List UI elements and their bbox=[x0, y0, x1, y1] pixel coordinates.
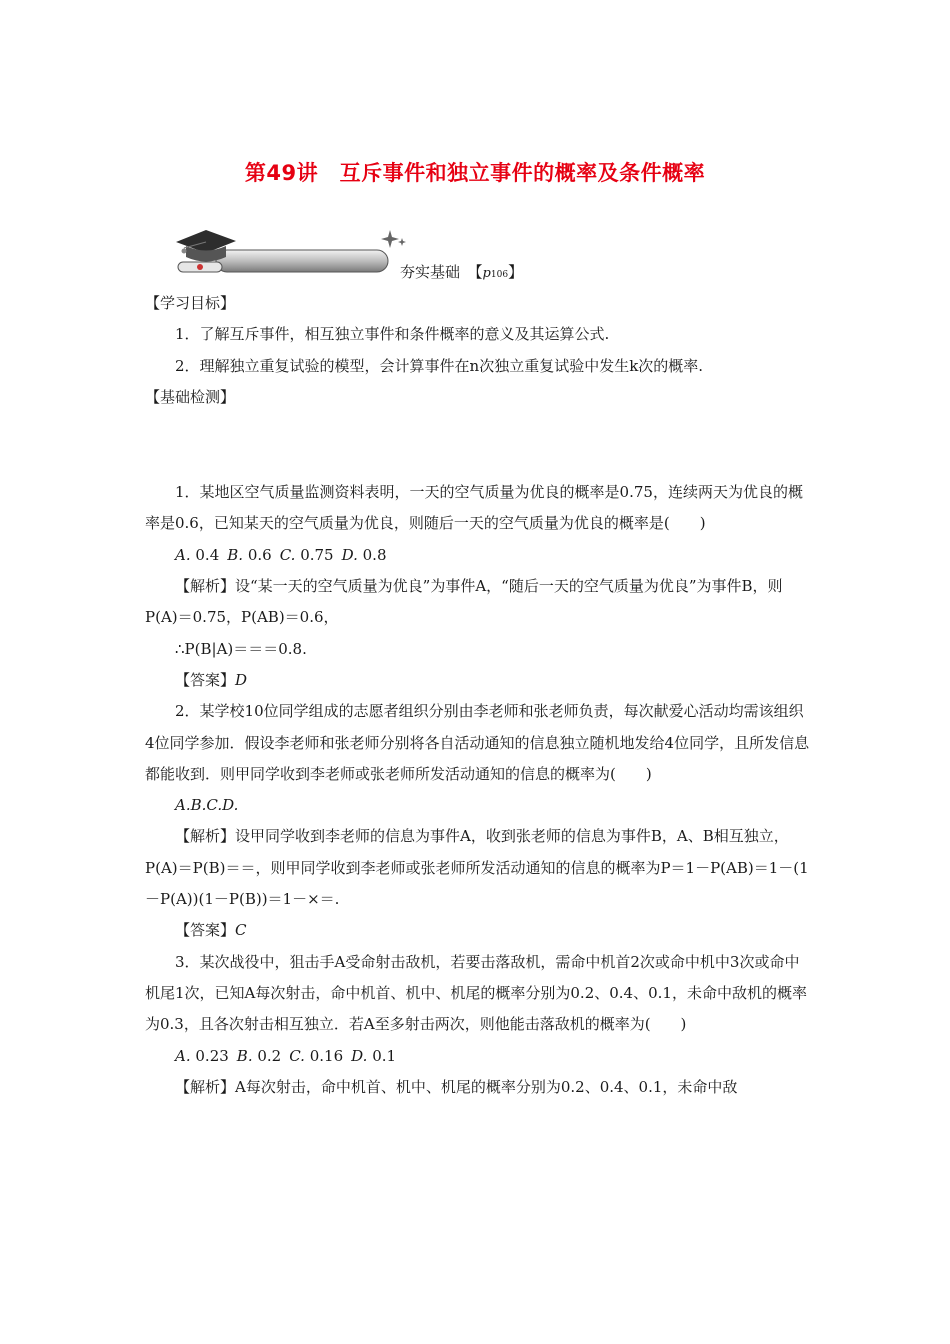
objective-1: 1．了解互斥事件，相互独立事件和条件概率的意义及其运算公式. bbox=[175, 325, 610, 344]
question-1-options: A. 0.4 B. 0.6 C. 0.75 D. 0.8 bbox=[175, 545, 387, 564]
page-title: 第49讲 互斥事件和独立事件的概率及条件概率 bbox=[244, 161, 706, 185]
objective-2: 2．理解独立重复试验的模型，会计算事件在n次独立重复试验中发生k次的概率. bbox=[175, 356, 704, 375]
question-1-analysis-result: ∴P(B|A)＝＝＝0.8. bbox=[175, 639, 307, 658]
question-1-answer: 【答案】D bbox=[175, 670, 248, 689]
section-banner-label: 夯实基础 【p106】 bbox=[400, 263, 524, 281]
question-3-options: A. 0.23 B. 0.2 C. 0.16 D. 0.1 bbox=[175, 1046, 397, 1065]
question-2-options: A.B.C.D. bbox=[175, 796, 239, 815]
question-1-stem: 1．某地区空气质量监测资料表明，一天的空气质量为优良的概率是0.75，连续两天为优良的概率是0.6，已知某天的空气质量为优良，则随后一天的空气质量为优良的概率是( ) bbox=[145, 483, 803, 533]
graduation-cap-banner bbox=[172, 224, 412, 280]
sparkle-icon bbox=[381, 230, 406, 248]
question-2-stem: 2．某学校10位同学组成的志愿者组织分别由李老师和张老师负责，每次献爱心活动均需该组织4位同学参加．假设李老师和张老师分别将各自活动通知的信息独立随机地发给4位同学，且所发信息都能收到．则甲同学收到李老师或张老师所发活动通知的信息的概率为( ) bbox=[145, 702, 810, 783]
question-1-analysis: 【解析】设“某一天的空气质量为优良”为事件A，“随后一天的空气质量为优良”为事件B，则P(A)＝0.75，P(AB)＝0.6， bbox=[145, 577, 783, 627]
check-heading: 【基础检测】 bbox=[145, 387, 236, 406]
document-body bbox=[145, 288, 810, 1103]
question-3-analysis: 【解析】A每次射击，命中机首、机中、机尾的概率分别为0.2、0.4、0.1，未命中敌 bbox=[175, 1077, 738, 1096]
question-2-analysis: 【解析】设甲同学收到李老师的信息为事件A，收到张老师的信息为事件B，A、B相互独立，P(A)＝P(B)＝＝，则甲同学收到李老师或张老师所发活动通知的信息的概率为P＝1－P(AB)＝1－(1－P(A))(1－P(B))＝1－×＝. bbox=[145, 827, 809, 909]
objectives-heading: 【学习目标】 bbox=[145, 294, 236, 312]
question-2-answer: 【答案】C bbox=[175, 921, 247, 940]
question-3-stem: 3．某次战役中，狙击手A受命射击敌机，若要击落敌机，需命中机首2次或命中机中3次或命中机尾1次，已知A每次射击，命中机首、机中、机尾的概率分别为0.2、0.4、0.1，未命中敌机的概率为0.3，且各次射击相互独立．若A至多射击两次，则他能击落敌机的概率为( ) bbox=[145, 952, 807, 1034]
page-ref: p bbox=[482, 266, 491, 281]
